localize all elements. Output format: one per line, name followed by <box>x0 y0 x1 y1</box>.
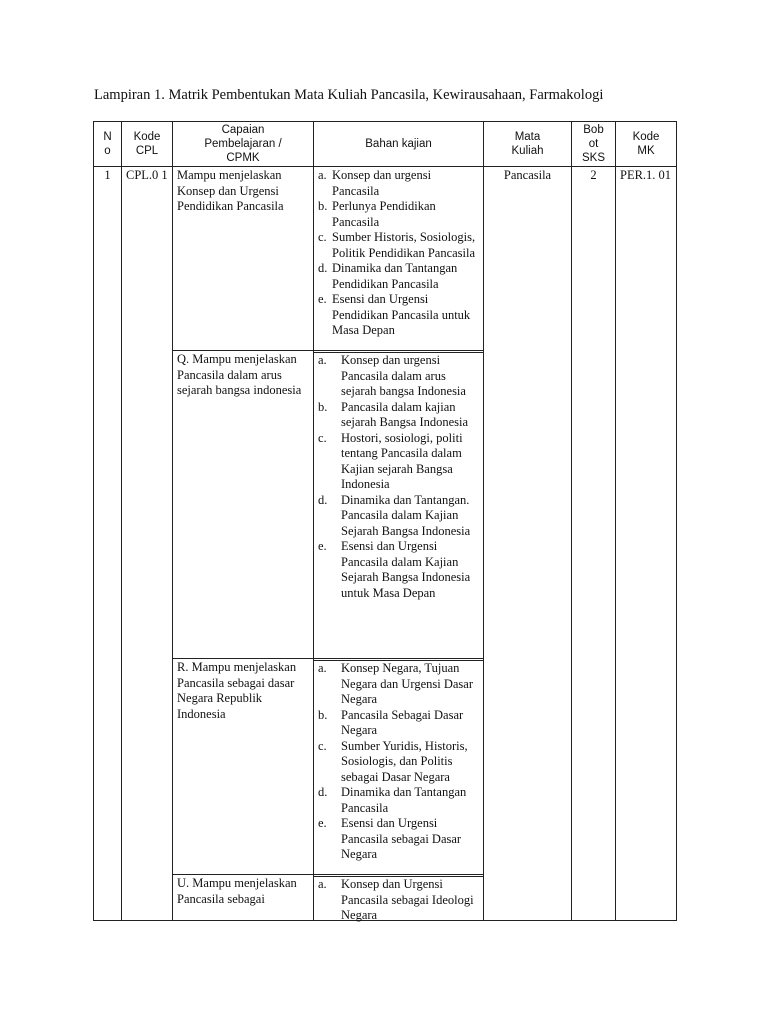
cell-cpmk: Q. Mampu menjelaskan Pancasila dalam arus sejarah bangsa indonesia <box>173 351 314 659</box>
list-item: d. Dinamika dan Tantangan Pendidikan Pancasila <box>318 261 458 291</box>
list-item: a. Konsep dan urgensi Pancasila dalam arus sejarah bangsa Indonesia <box>318 353 466 398</box>
header-row <box>94 122 677 167</box>
cell-bahan-kajian <box>313 877 483 923</box>
list-item: e. Esensi dan Urgensi Pancasila sebagai Dasar Negara <box>318 816 462 861</box>
cell-bobot-sks: 2 <box>572 167 616 921</box>
list-item: a. Konsep Negara, Tujuan Negara dan Urgensi Dasar Negara <box>318 661 474 706</box>
cell-no: 1 <box>94 167 122 921</box>
bahan-kajian-list <box>318 168 479 339</box>
list-item: e. Esensi dan Urgensi Pendidikan Pancasila untuk Masa Depan <box>318 292 471 337</box>
cell-cpmk: R. Mampu menjelaskan Pancasila sebagai dasar Negara Republik Indonesia <box>173 659 314 875</box>
cell-bahan-kajian <box>313 661 483 876</box>
cell-mata-kuliah: Pancasila <box>484 167 572 921</box>
cell-kode-cpl: CPL.0 1 <box>122 167 173 921</box>
bahan-kajian-list <box>317 353 479 601</box>
header-kode-cpl: Kode CPL <box>122 122 173 167</box>
list-item: a. Konsep dan urgensi Pancasila <box>318 168 432 198</box>
list-item: b. Pancasila Sebagai Dasar Negara <box>318 707 464 737</box>
header-no: N o <box>94 122 122 167</box>
bahan-kajian-list <box>317 877 479 923</box>
cell-kode-mk: PER.1. 01 <box>616 167 677 921</box>
list-item: c. Sumber Historis, Sosiologis, Politik Pendidikan Pancasila <box>318 230 476 260</box>
list-item: c. Hostori, sosiologi, politi tentang Pancasila dalam Kajian sejarah Bangsa Indonesia <box>318 430 463 491</box>
cell-bahan-kajian <box>314 167 484 351</box>
list-item: d. Dinamika dan Tantangan Pancasila <box>318 785 467 815</box>
list-item: a. Konsep dan Urgensi Pancasila sebagai Ideologi Negara <box>318 877 474 922</box>
list-item: d. Dinamika dan Tantangan. Pancasila dalam Kajian Sejarah Bangsa Indonesia <box>318 492 471 538</box>
header-bahan-kajian: Bahan kajian <box>314 122 484 167</box>
cell-cpmk: Mampu menjelaskan Konsep dan Urgensi Pendidikan Pancasila <box>173 167 314 351</box>
list-item: e. Esensi dan Urgensi Pancasila dalam Kajian Sejarah Bangsa Indonesia untuk Masa Depan <box>318 539 471 600</box>
bahan-kajian-list <box>317 661 479 863</box>
list-item: c. Sumber Yuridis, Historis, Sosiologis, dan Politis sebagai Dasar Negara <box>318 738 468 784</box>
cell-cpmk: U. Mampu menjelaskan Pancasila sebagai <box>173 875 314 921</box>
table-row <box>94 167 677 351</box>
header-capaian-pembelajaran: Capaian Pembelajaran / CPMK <box>173 122 314 167</box>
list-item: b. Perlunya Pendidikan Pancasila <box>318 199 436 229</box>
header-bobot-sks: Bob ot SKS <box>572 122 616 167</box>
header-mata-kuliah: Mata Kuliah <box>484 122 572 167</box>
page-title: Lampiran 1. Matrik Pembentukan Mata Kuliah Pancasila, Kewirausahaan, Farmakologi <box>94 87 604 103</box>
cell-bahan-kajian <box>313 353 483 660</box>
list-item: b. Pancasila dalam kajian sejarah Bangsa Indonesia <box>318 399 469 429</box>
header-kode-mk: Kode MK <box>616 122 677 167</box>
